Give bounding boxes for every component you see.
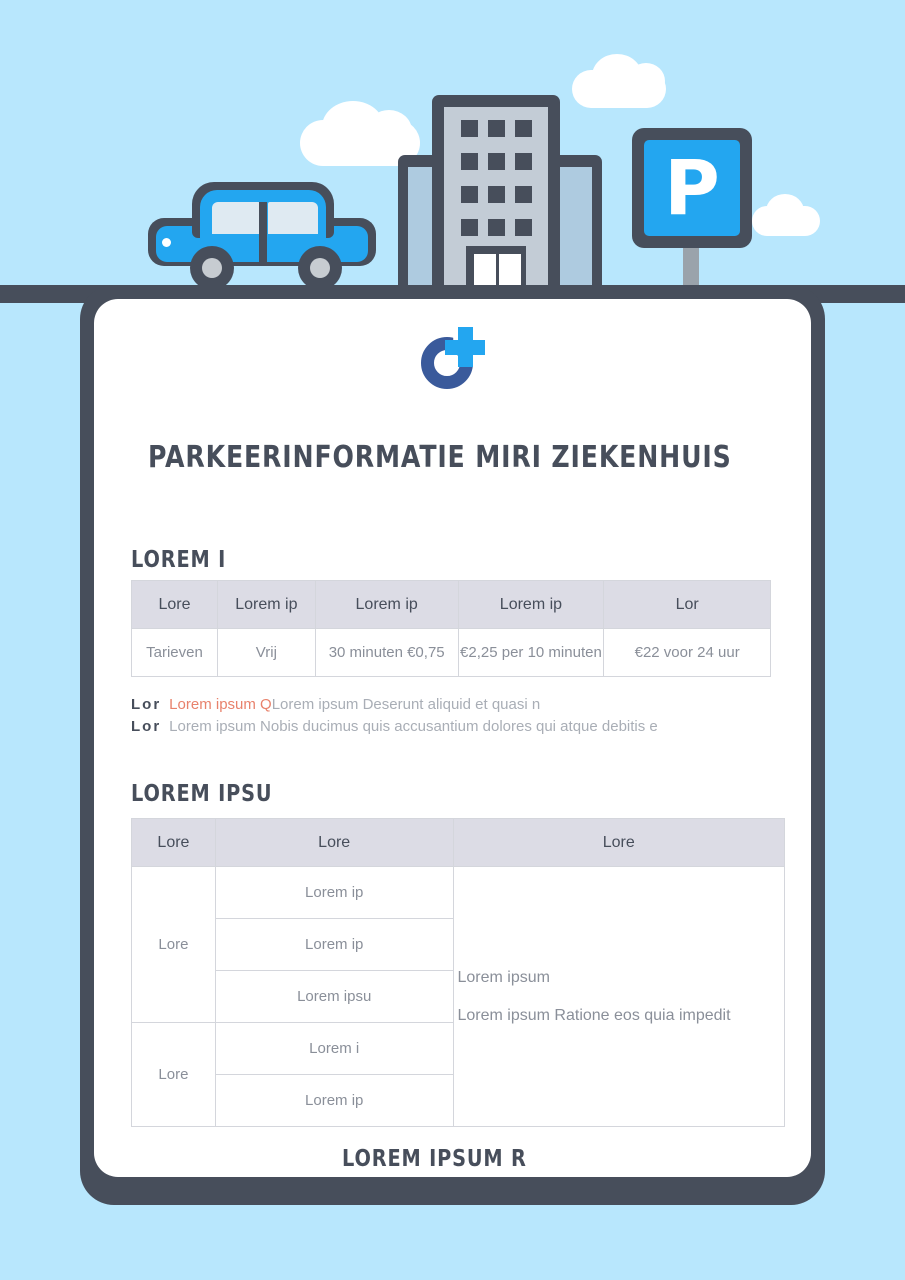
car-icon [148, 182, 376, 282]
column-header: Lore [215, 819, 453, 867]
car-pillar [259, 202, 267, 266]
cloud-icon [627, 63, 665, 99]
info-table [131, 818, 785, 1127]
table-cell: €2,25 per 10 minuten [458, 629, 604, 677]
car-headlight [162, 238, 171, 247]
note-emphasis: Lorem ipsum Q [169, 696, 272, 713]
note-item [131, 716, 791, 738]
building-window [461, 153, 478, 170]
car-wheel-rear-hub [310, 258, 330, 278]
footer-title: LOREM IPSUM R [342, 1146, 527, 1172]
table-header-row [132, 581, 771, 629]
table-cell: Lorem ipsu [215, 971, 453, 1023]
car-window-rear [268, 202, 318, 234]
note-text: Lorem ipsum Nobis ducimus quis accusantium dolores qui atque debitis e [169, 718, 658, 735]
table-cell: Lorem ip [215, 1075, 453, 1127]
building-window [488, 120, 505, 137]
section-tarieven-heading: LOREM I [131, 547, 227, 573]
table-cell: 30 minuten €0,75 [315, 629, 458, 677]
group-label: Lore [132, 1023, 216, 1127]
note-item [131, 694, 791, 716]
table-cell: Tarieven [132, 629, 218, 677]
building-window [488, 186, 505, 203]
car-window-front [212, 202, 260, 234]
building-window [515, 153, 532, 170]
building-window [488, 153, 505, 170]
column-header: Lore [453, 819, 785, 867]
table-cell: €22 voor 24 uur [604, 629, 771, 677]
section-info-heading: LOREM IPSU [131, 781, 273, 807]
building-window [461, 186, 478, 203]
table-row [132, 629, 771, 677]
column-header: Lorem ip [217, 581, 315, 629]
detail-line: Lorem ipsum [457, 968, 550, 986]
cloud-icon [766, 194, 804, 228]
detail-cell [453, 867, 785, 1127]
note-key: Lor [131, 718, 162, 735]
table-cell: Lorem ip [215, 919, 453, 971]
building-window [515, 186, 532, 203]
table-cell: Lorem i [215, 1023, 453, 1075]
building-window [515, 120, 532, 137]
logo-cross [445, 340, 485, 355]
column-header: Lorem ip [458, 581, 604, 629]
notes-list [131, 694, 791, 738]
building-window [461, 219, 478, 236]
column-header: Lorem ip [315, 581, 458, 629]
table-cell: Vrij [217, 629, 315, 677]
group-label: Lore [132, 867, 216, 1023]
table-header-row [132, 819, 785, 867]
car-wheel-front-hub [202, 258, 222, 278]
parking-sign-letter: P [664, 143, 720, 232]
building-window [461, 120, 478, 137]
column-header: Lor [604, 581, 771, 629]
column-header: Lore [132, 819, 216, 867]
building-window [515, 219, 532, 236]
cloud-icon [366, 110, 412, 152]
tarieven-table [131, 580, 771, 677]
hospital-logo-icon [421, 327, 485, 389]
page-title: PARKEERINFORMATIE MIRI ZIEKENHUIS [148, 440, 732, 475]
table-cell: Lorem ip [215, 867, 453, 919]
note-key: Lor [131, 696, 162, 713]
header-illustration [0, 0, 905, 300]
note-text: Lorem ipsum Deserunt aliquid et quasi n [271, 696, 541, 713]
detail-line: Lorem ipsum Ratione eos quia impedit [457, 1006, 731, 1024]
table-row [132, 867, 785, 919]
building-window [488, 219, 505, 236]
column-header: Lore [132, 581, 218, 629]
